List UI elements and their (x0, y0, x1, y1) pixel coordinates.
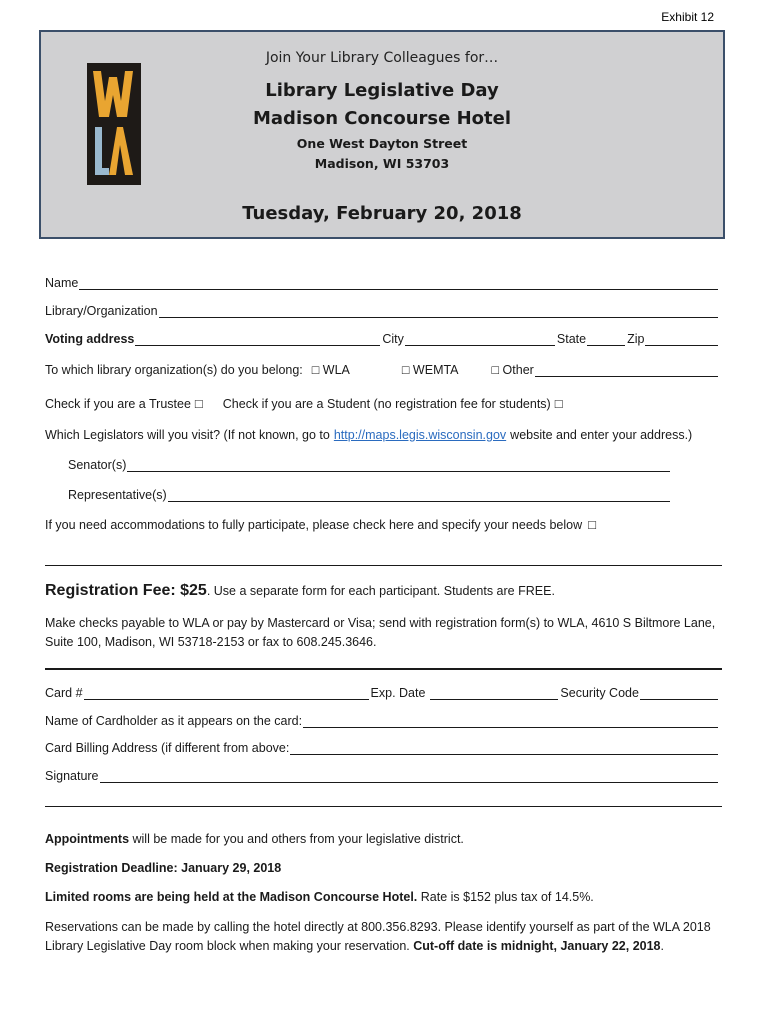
fee-heading: Registration Fee: $25 (45, 582, 207, 599)
accommodations-row (45, 514, 718, 532)
trustee-student-row (45, 393, 718, 411)
venue-title: Madison Concourse Hotel (253, 108, 511, 129)
name-label: Name (45, 276, 79, 290)
library-field[interactable] (159, 305, 718, 318)
signature-row (45, 765, 718, 783)
cardholder-field[interactable] (303, 715, 718, 728)
reservations-line-1: Reservations can be made by calling the hotel directly at 800.356.8293. Please identify yourself as part of the WLA 2018 (45, 920, 711, 934)
library-label: Library/Organization (45, 304, 158, 318)
street-address: One West Dayton Street (296, 136, 468, 151)
city-label: City (382, 332, 404, 346)
billing-label: Card Billing Address (if different from above: (45, 741, 290, 755)
senator-label: Senator(s) (68, 458, 127, 472)
library-row (45, 300, 718, 318)
section-divider (45, 806, 722, 807)
security-label: Security Code (560, 686, 639, 700)
exhibit-label: Exhibit 12 (661, 10, 714, 24)
join-text: Join Your Library Colleagues for… (265, 50, 499, 66)
organization-row (45, 359, 718, 377)
name-row (45, 272, 718, 290)
organization-question: To which library organization(s) do you belong: (45, 363, 303, 377)
other-checkbox[interactable]: □ Other (491, 363, 534, 377)
billing-field[interactable] (290, 742, 718, 755)
voting-address-row (45, 328, 718, 346)
billing-row (45, 737, 718, 755)
registration-deadline: Registration Deadline: January 29, 2018 (45, 861, 282, 875)
city-address: Madison, WI 53703 (314, 156, 450, 171)
rooms-bold: Limited rooms are being held at the Madison Concourse Hotel. (45, 890, 418, 904)
voting-address-field[interactable] (135, 333, 380, 346)
name-field[interactable] (79, 277, 718, 290)
card-label: Card # (45, 686, 83, 700)
payment-instructions (45, 614, 722, 652)
state-label: State (556, 332, 587, 346)
legislators-question: Which Legislators will you visit? (If not known, go to (45, 428, 330, 442)
reservations-text: Library Legislative Day room block when making your reservation. (45, 939, 414, 953)
signature-label: Signature (45, 769, 99, 783)
senator-row (68, 454, 670, 472)
wemta-checkbox[interactable]: □ WEMTA (401, 363, 459, 377)
legislators-suffix: website and enter your address.) (510, 428, 693, 442)
trustee-checkbox[interactable]: □ (194, 396, 203, 411)
appointments-bold: Appointments (45, 832, 130, 846)
event-date: Tuesday, February 20, 2018 (242, 203, 522, 224)
registration-fee (45, 581, 722, 601)
section-divider (45, 668, 722, 670)
senator-field[interactable] (127, 459, 670, 472)
student-checkbox[interactable]: □ (554, 396, 563, 411)
zip-field[interactable] (645, 333, 718, 346)
legislators-row (45, 424, 718, 442)
representative-field[interactable] (168, 489, 670, 502)
exp-date-field[interactable] (430, 687, 558, 700)
accommodations-label: If you need accommodations to fully participate, please check here and specify your needs below (45, 518, 583, 532)
fee-note: . Use a separate form for each participant. Students are FREE. (206, 584, 555, 598)
event-banner (39, 30, 725, 239)
representative-label: Representative(s) (68, 488, 167, 502)
rooms-note (45, 888, 722, 907)
student-label: Check if you are a Student (no registration fee for students) (222, 397, 551, 411)
zip-label: Zip (627, 332, 645, 346)
trustee-label: Check if you are a Trustee (45, 397, 191, 411)
security-code-field[interactable] (640, 687, 718, 700)
exp-label: Exp. Date (370, 686, 426, 700)
card-row (45, 682, 718, 700)
rooms-text: Rate is $152 plus tax of 14.5%. (417, 890, 594, 904)
state-field[interactable] (587, 333, 625, 346)
period: . (660, 939, 664, 953)
card-number-field[interactable] (84, 687, 369, 700)
accommodations-needs-line[interactable] (45, 565, 722, 566)
reservations-note (45, 918, 722, 956)
event-title: Library Legislative Day (265, 80, 499, 101)
wla-checkbox[interactable]: □ WLA (311, 363, 350, 377)
representative-row (68, 484, 670, 502)
voting-address-label: Voting address (45, 332, 135, 346)
city-field[interactable] (405, 333, 555, 346)
signature-field[interactable] (100, 770, 718, 783)
appointments-note (45, 830, 722, 849)
legislators-link[interactable]: http://maps.legis.wisconsin.gov (333, 428, 507, 442)
accommodations-checkbox[interactable]: □ (588, 517, 596, 532)
payment-line-1: Make checks payable to WLA or pay by Mastercard or Visa; send with registration form(s) to WLA, 4610 S Biltmore Lane, (45, 616, 716, 630)
appointments-text: will be made for you and others from your legislative district. (129, 832, 464, 846)
cutoff-date: Cut-off date is midnight, January 22, 2018 (413, 939, 661, 953)
cardholder-label: Name of Cardholder as it appears on the card: (45, 714, 303, 728)
payment-line-2: Suite 100, Madison, WI 53718-2153 or fax to 608.245.3646. (45, 635, 377, 649)
reservations-line-2 (45, 937, 722, 956)
other-field[interactable] (535, 364, 718, 377)
cardholder-row (45, 710, 718, 728)
